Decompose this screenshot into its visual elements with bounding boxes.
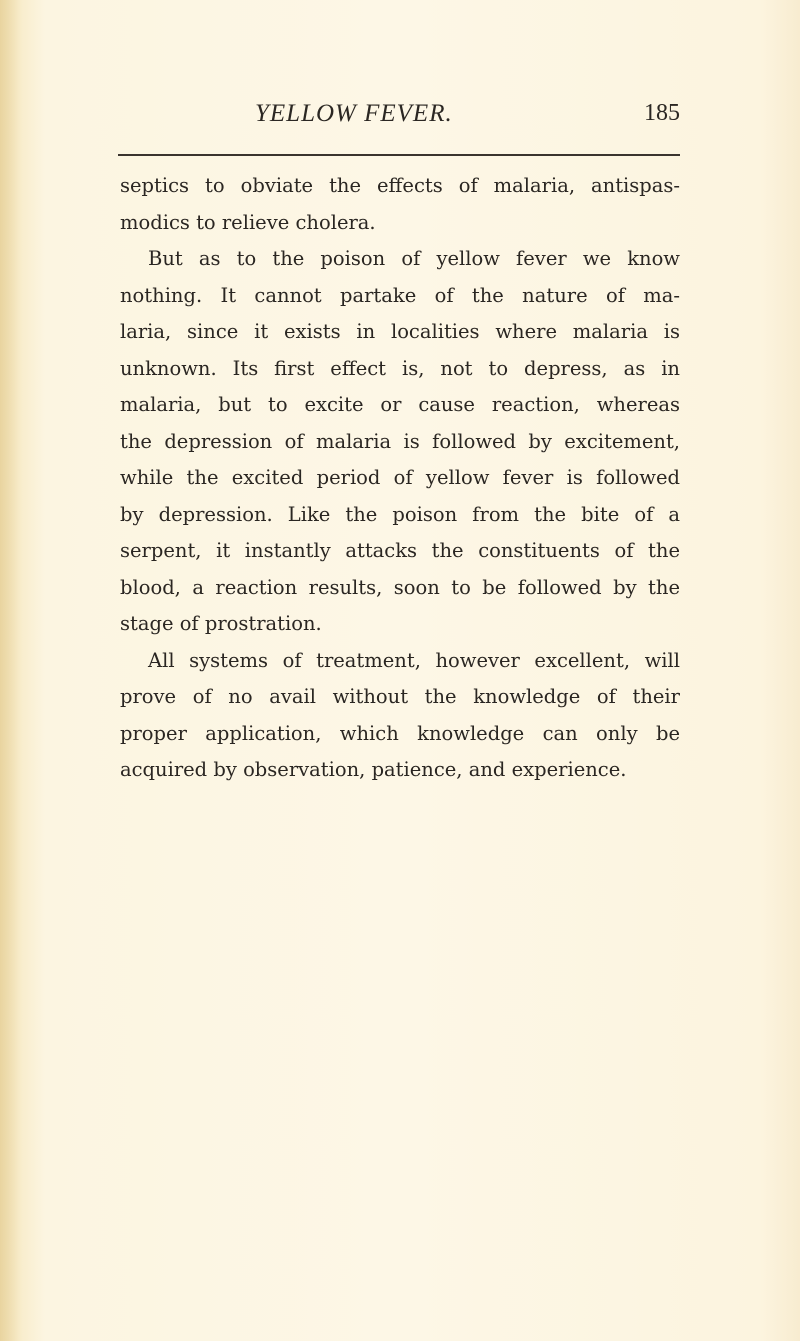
text-line: malaria, but to excite or cause reaction, whereas (120, 393, 680, 416)
running-header (120, 96, 680, 136)
body-text (120, 168, 680, 789)
paragraph-1 (120, 168, 680, 241)
text-line: laria, since it exists in localities where malaria is (120, 320, 680, 343)
text-line: stage of prostration. (120, 612, 322, 635)
text-line: nothing. It cannot partake of the nature of ma- (120, 283, 680, 307)
text-line: modics to relieve cholera. (120, 210, 376, 234)
text-line: the depression of malaria is followed by excitement, (120, 429, 680, 453)
page-number: 185 (644, 100, 680, 126)
text-line: But as to the poison of yellow fever we know (148, 247, 680, 270)
text-line: prove of no avail without the knowledge of their (120, 685, 680, 708)
text-line: unknown. Its first effect is, not to depress, as in (120, 356, 680, 380)
text-line: by depression. Like the poison from the bite of a (120, 502, 680, 526)
text-line: septics to obviate the effects of malaria, antispas- (120, 174, 680, 197)
header-rule (118, 154, 680, 156)
text-line: blood, a reaction results, soon to be followed by the (120, 575, 680, 599)
text-line: All systems of treatment, however excellent, will (148, 648, 680, 672)
paragraph-3 (120, 643, 680, 789)
running-title: YELLOW FEVER. (255, 100, 453, 127)
text-line: acquired by observation, patience, and experience. (120, 758, 627, 781)
paragraph-2 (120, 241, 680, 643)
text-line: proper application, which knowledge can only be (120, 721, 680, 745)
text-line: serpent, it instantly attacks the constituents of the (120, 539, 680, 562)
text-line: while the excited period of yellow fever is followed (120, 466, 680, 489)
spine-shadow (0, 0, 22, 1341)
